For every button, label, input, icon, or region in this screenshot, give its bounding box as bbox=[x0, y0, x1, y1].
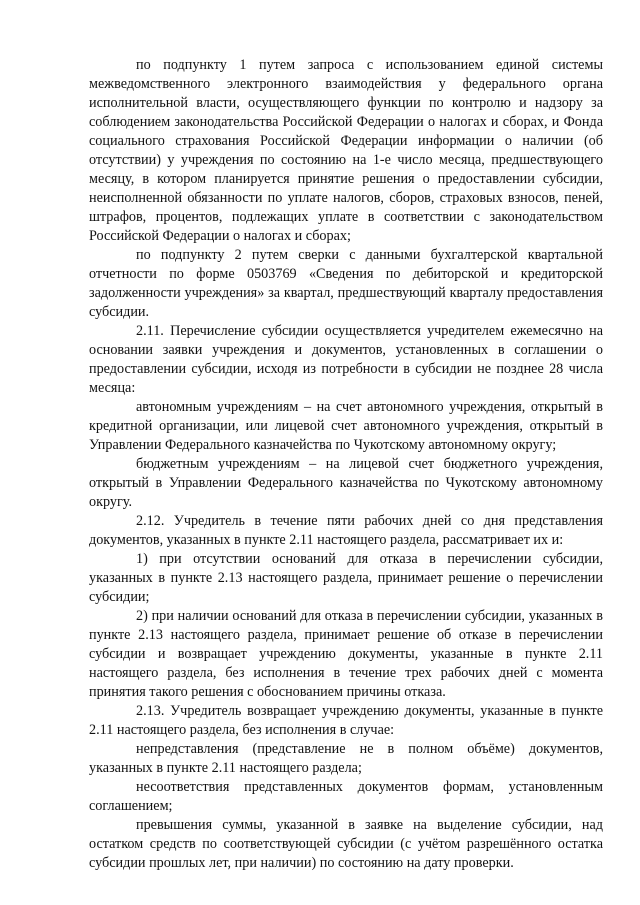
paragraph-2-11: 2.11. Перечисление субсидии осуществляется учредителем ежемесячно на основании заявки учреждения и документов, установленных в соглашении о предоставлении субсидии, исходя из потребности в субсидии не позднее 28 числа месяца: bbox=[89, 323, 603, 396]
paragraph-2-12-item-2: 2) при наличии оснований для отказа в перечислении субсидии, указанных в пункте 2.13 настоящего раздела, принимает решение об отказе в перечислении субсидии и возвращает учреждению документы, указанные в пункте 2.11 настоящего раздела, без исполнения в течение трех рабочих дней с момента принятия такого решения с обоснованием причины отказа. bbox=[89, 608, 603, 700]
paragraph-2-12-item-1: 1) при отсутствии оснований для отказа в перечислении субсидии, указанных в пункте 2.13 настоящего раздела, принимает решение о перечислении субсидии; bbox=[89, 551, 603, 605]
paragraph-2-13-case-3: превышения суммы, указанной в заявке на выделение субсидии, над остатком средств по соответствующей субсидии (с учётом разрешённого остатка субсидии прошлых лет, при наличии) по состоянию на дату проверки. bbox=[89, 817, 603, 871]
paragraph-autonomous-institutions: автономным учреждениям – на счет автономного учреждения, открытый в кредитной организации, или лицевой счет автономного учреждения, открытый в Управлении Федерального казначейства по Чукотскому автономному округу; bbox=[89, 399, 603, 453]
paragraph-2-13-case-1: непредставления (представление не в полном объёме) документов, указанных в пункте 2.11 настоящего раздела; bbox=[89, 741, 603, 776]
paragraph-2-13: 2.13. Учредитель возвращает учреждению документы, указанные в пункте 2.11 настоящего раздела, без исполнения в случае: bbox=[89, 703, 603, 738]
paragraph-subpoint-1: по подпункту 1 путем запроса с использованием единой системы межведомственного электронного взаимодействия у федерального органа исполнительной власти, осуществляющего функции по контролю и надзору за соблюдением законодательства Российской Федерации о налогах и сборах, и Фонда социального страхования Российской Федерации информации о наличии (об отсутствии) у учреждения по состоянию на 1-е число месяца, предшествующего месяцу, в котором планируется принятие решения о предоставлении субсидии, неисполненной обязанности по уплате налогов, сборов, страховых взносов, пеней, штрафов, процентов, подлежащих уплате в соответствии с законодательством Российской Федерации о налогах и сборах; bbox=[89, 57, 603, 244]
paragraph-2-13-case-2: несоответствия представленных документов формам, установленным соглашением; bbox=[89, 779, 603, 814]
paragraph-2-12: 2.12. Учредитель в течение пяти рабочих дней со дня представления документов, указанных в пункте 2.11 настоящего раздела, рассматривает их и: bbox=[89, 513, 603, 548]
document-body bbox=[89, 56, 603, 873]
paragraph-subpoint-2: по подпункту 2 путем сверки с данными бухгалтерской квартальной отчетности по форме 0503769 «Сведения по дебиторской и кредиторской задолженности учреждения» за квартал, предшествующий кварталу предоставления субсидии. bbox=[89, 247, 603, 320]
paragraph-budget-institutions: бюджетным учреждениям – на лицевой счет бюджетного учреждения, открытый в Управлении Федерального казначейства по Чукотскому автономному округу. bbox=[89, 456, 603, 510]
